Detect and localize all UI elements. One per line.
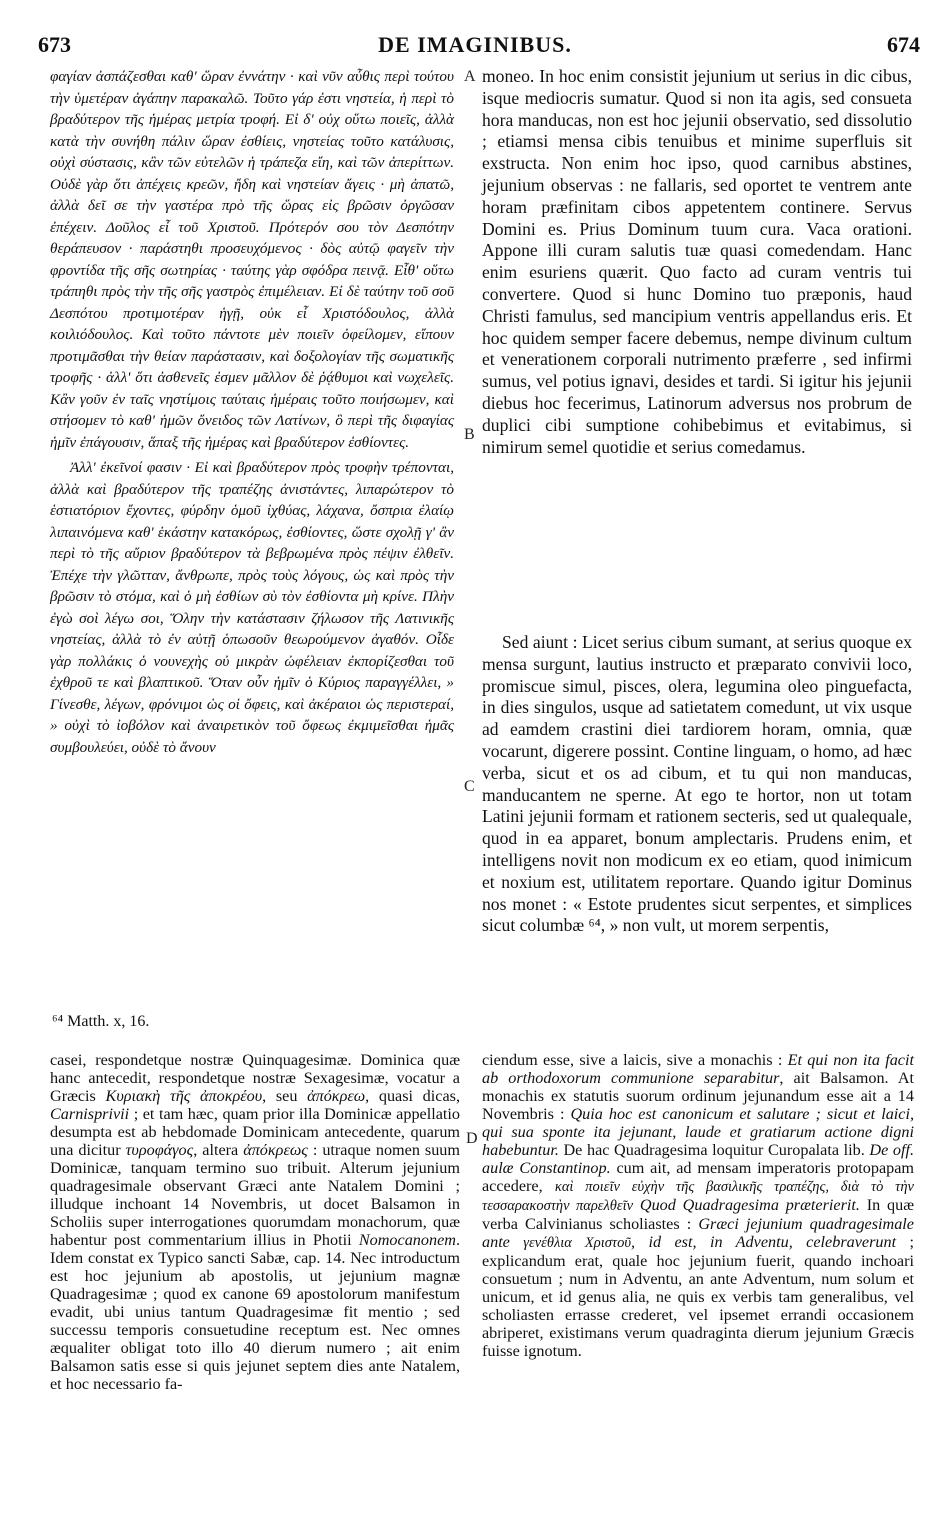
text: ; explicandum erat, quale hoc jejunium fuerit, quando inchoari consuetum ; num in Adventu, an ante Adventum, num solum et unicum, et id genus alia, ne quis ex verbis tam generalibus, vel scholiasten errasse crederet, vel ipsemet errandi occasionem abriperet, existimans verum quadraginta dierum jejunium Græcis fuisse ignotum. bbox=[482, 1233, 914, 1360]
text: , seu bbox=[262, 1087, 308, 1105]
greek-quote: καὶ ποιεῖν εὐχὴν τῆς βασιλικῆς τραπέζης, διὰ τὸ τὴν τεσσαρακοστὴν παρελθεῖν bbox=[482, 1179, 914, 1214]
notes-right-paragraph bbox=[482, 1051, 914, 1360]
greek-paragraph-1: φαγίαν ἀσπάζεσθαι καθ' ὥραν ἐννάτην · καὶ νῦν αὖθις περὶ τούτου τὴν ὑμετέραν ἀγάπην παρακαλῶ. Τοῦτο γάρ ἐστι νηστεία, ἡ περὶ τὸ βραδύτερον τῆς ἡμέρας μετρία τροφή. Εἰ δ' οὐχ οὕτω ποιεῖς, ἀλλὰ κατὰ τὴν συνήθη πάλιν ὥραν ἐσθίεις, νηστείας τοῦτο κατάλυσις, οὐχὶ σύστασις, κἂν τῶν εὐτελῶν ἡ τράπεζα εἴη, καὶ τῶν ἀπερίττων. Οὐδὲ γὰρ ὅτι ἀπέχεις κρεῶν, ἤδη καὶ νηστείαν ἄγεις · μὴ ἀπατῶ, ἀλλὰ δεῖ σε τὴν γαστέρα πρὸ τῆς ὥρας εἰς βρῶσιν ὀργῶσαν ἐπέχειν. Δοῦλος εἶ τοῦ Χριστοῦ. Πρότερόν σου τὸν Δεσπότην θεράπευσον · παράστηθι προσευχόμενος · δὸς αὐτῷ φαγεῖν τὴν φροντίδα τῆς σῆς σωτηρίας · ταύτης γὰρ σφόδρα πεινᾷ. Εἶθ' οὕτω τράπηθι πρὸς τὴν τῆς σῆς γαστρὸς ἐπιμέλειαν. Εἰ δὲ ταύτην τοῦ σοῦ Δεσπότου προτιμοτέραν ἡγῇ, οὐκ εἶ Χριστόδουλος, ἀλλὰ κοιλιόδουλος. Καὶ τοῦτο πάντοτε μὲν ποιεῖν ὀφείλομεν, εἴπουν προτιμᾶσθαι τὴν θείαν παράστασιν, καὶ δοξολογίαν τῆς σωματικῆς τροφῆς · ἀλλ' ὅτι ἀσθενεῖς ἐσμεν μᾶλλον δὲ ῥᾴθυμοι καὶ νωχελεῖς. Κἂν γοῦν ἐν ταῖς νηστίμοις ταύταις ἡμέραις τοῦτο ποιήσωμεν, καὶ στήσομεν τὸ καθ' ἡμῶν ὄνειδος τῶν Λατίνων, ὃ περὶ τῆς διφαγίας ἡμῖν ἐπάγουσιν, ἅπαξ τῆς ἡμέρας καὶ βραδύτερον ἐσθίοντες. bbox=[50, 68, 454, 451]
italic-quote: Græci jejunium quadragesimale ante bbox=[482, 1215, 914, 1251]
margin-marker-a: A bbox=[464, 68, 476, 85]
notes-left-paragraph bbox=[50, 1051, 460, 1393]
italic-quote: , id est, in Adventu, celebraverunt bbox=[631, 1233, 897, 1251]
right-page-number: 674 bbox=[887, 32, 920, 57]
greek-term: Κυριακὴ τῆς ἀποκρέου bbox=[105, 1087, 263, 1105]
italic-term: Carnisprivii bbox=[50, 1105, 130, 1123]
text: cum ait, ad mensam imperatoris protopapam accedere, bbox=[482, 1159, 915, 1195]
text: In quæ verba Calvinianus scholiastes : bbox=[482, 1196, 915, 1233]
latin-column-part-2 bbox=[482, 632, 912, 937]
notes-right-column bbox=[482, 1051, 914, 1360]
page-header bbox=[30, 32, 920, 58]
notes-left-column bbox=[50, 1051, 460, 1393]
text: De hac Quadragesima loquitur Curopalata lib. bbox=[558, 1141, 870, 1159]
italic-quote: Et qui non ita facit ab orthodoxorum communione separabitur bbox=[482, 1051, 914, 1087]
text: casei, respondetque nostræ Quinquagesimæ. Dominica quæ hanc antecedit, respondetque nostræ Sexagesimæ, vocatur a Græcis bbox=[50, 1051, 460, 1105]
running-title: DE IMAGINIBUS. bbox=[378, 32, 572, 57]
margin-marker-b: B bbox=[464, 426, 475, 443]
left-page-number: 673 bbox=[38, 32, 71, 57]
latin-paragraph-1: moneo. In hoc enim consistit jejunium ut serius in dic cibus, isque mediocris sumatur. Quod si non ita agis, sed consueta hora manducas, non est hoc jejunii observatio, sed dissolutio ; etiamsi mensa cibis tenuibus et minime superfluis sit exstructa. Non enim hoc ipso, quod carnibus abstines, jejunium observas : ne fallaris, sed oportet te ventrem ante horam præfinitam cibos appetentem continere. Servus Domini es. Prius Dominum tuum cura. Vaca orationi. Appone illi curam salutis tuæ quasi comedendam. Hanc enim esuriens quærit. Quo facto ad curam ventris tui convertere. Quod si hunc Domino tuo præponis, haud Christi famulus, sed mancipium ventris appellandus eris. Et hoc quidem semper facere debemus, nempe divinum cultum et venerationem corporali nutrimento præferre , sed infirmi sumus, vel potius ignavi, desides et tardi. Si igitur his jejunii diebus hoc fecerimus, Latinorum adversus nos probrum de duplici cibi sumptione cohibebimus et evitabimus, si nimirum semel quotidie et serius comedamus. bbox=[482, 66, 912, 457]
text: : utraque nomen suum Dominicæ, tanquam termino suo tribuit. Alterum jejunium quadragesimale observant Græci ante Natalem Domini ; illudque inchoant 14 Novembris, ut docet Balsamon in Scholiis super interrogationes quorumdam monachorum, quæ habentur post commentarium illius in Photii bbox=[50, 1141, 460, 1249]
italic-title: De off. aulæ Constantinop. bbox=[482, 1141, 914, 1177]
text: ; et tam hæc, quam prior illa Dominicæ appellatio desumpta est ab hebdomade Dominicam antecedente, quarum una dicitur bbox=[50, 1105, 460, 1159]
greek-term: ἀπόκρεω bbox=[307, 1087, 366, 1105]
text: . Idem constat ex Typico sancti Sabæ, cap. 14. Nec introductum est hoc jejunium ab apostolis, ut jejunium magnæ Quadragesimæ ; quod ex canone 69 apostolorum manifestum evadit, ubi unius tantum Quadragesimæ fit mentio ; sed successu temporis consuetudine receptum est. Nec omnes æqualiter obligat toto illo 40 dierum numero ; ait enim Balsamon satis esse si quis jejunet septem dies ante Natalem, et hoc necessario fa- bbox=[50, 1231, 460, 1393]
italic-term: Nomocanonem bbox=[358, 1231, 456, 1249]
italic-quote: Quia hoc est canonicum et salutare ; sicut et laici, qui sua sponte ita jejunant, laude et gratiarum actione digni habebuntur. bbox=[482, 1105, 915, 1159]
text: , ait Balsamon. At monachis ex statutis suorum ordinum jejunandum esse ait a 14 Novembris : bbox=[482, 1069, 915, 1123]
greek-term: τυροφάγος bbox=[125, 1141, 194, 1159]
text: , quasi dicas, bbox=[365, 1087, 460, 1105]
margin-marker-d: D bbox=[466, 1130, 478, 1147]
greek-column bbox=[50, 66, 454, 758]
margin-marker-c: C bbox=[464, 778, 475, 795]
italic-quote: Quod Quadragesima præterierit. bbox=[633, 1196, 860, 1214]
latin-paragraph-2: Sed aiunt : Licet serius cibum sumant, at serius quoque ex mensa surgunt, lautius instructo et præparato convivii loco, promiscue simul, pisces, olera, legumina oleo pinguefacta, in dies singulos, usque ad satietatem comedunt, ut vix usque ad eamdem crastini diei tardiorem horam, omnia, quæ vocarunt, digerere possint. Contine linguam, o homo, ad hæc verba, sicut et os ad cibum, et tu qui non manducas, manducantem ne sperne. At ego te hortor, non ut totam Latini jejunii formam et rationem secteris, sed ut qualequale, quod in ea apparet, bonum amplectaris. Prudens enim, et intelligens novit non modicum ex eo etiam, quod inimicum et noxium est, utilitatem reportare. Quando igitur Dominus nos monet : « Estote prudentes sicut serpentes, et simplices sicut columbæ ⁶⁴, » non vult, ut morem serpentis, bbox=[482, 632, 912, 936]
latin-column-part-1 bbox=[482, 66, 912, 458]
footnote: ⁶⁴ Matth. x, 16. bbox=[52, 1013, 150, 1030]
greek-term: γενέθλια Χριστοῦ bbox=[523, 1235, 632, 1251]
greek-term: ἀπόκρεως bbox=[243, 1141, 308, 1159]
text: ciendum esse, sive a laicis, sive a monachis : bbox=[482, 1051, 788, 1069]
text: , altera bbox=[193, 1141, 244, 1159]
greek-paragraph-2: Ἀλλ' ἐκεῖνοί φασιν · Εἰ καὶ βραδύτερον πρὸς τροφὴν τρέπονται, ἀλλὰ καὶ βραδύτερον τῆς τραπέζης ἀνιστάντες, λιπαρώτερον τὸ ἑστιατόριον ἔχοντες, φύρδην ὁμοῦ ἰχθύας, λάχανα, ὄσπρια ἐλαίῳ λιπαινόμενα καθ' ἑκάστην κατακόρως, ἐσθίοντες, ὥστε σχολῇ γ' ἂν περὶ τὸ τῆς αὔριον βραδύτερον τὰ βεβρωμένα πρὸς πέψιν ἐλθεῖν. Ἐπέχε τὴν γλῶτταν, ἄνθρωπε, πρὸς τοὺς λόγους, ὡς καὶ πρὸς τὴν βρῶσιν τὸ στόμα, καὶ ὁ μὴ ἐσθίων σὺ τὸν ἐσθίοντα μὴ κρίνε. Πλὴν ἐγὼ σοὶ λέγω σοι, Ὅλην τὴν κατάστασιν ζήλωσον τῆς Λατινικῆς νηστείας, ἀλλὰ τὸ ἐν αὐτῇ ὁπωσοῦν θεωρούμενον ἀγαθόν. Οἶδε γὰρ πολλάκις ὁ νουνεχὴς οὐ μικρὰν ὠφέλειαν ἐκπορίζεσθαι τοῦ ἐχθροῦ τε καὶ βλαπτικοῦ. Ὅταν οὖν ἡμῖν ὁ Κύριος παραγγέλλει, » Γίνεσθε, λέγων, φρόνιμοι ὡς οἱ ὄφεις, καὶ ἀκέραιοι ὡς περιστεραί, » οὐχὶ τὸ ἰοβόλον καὶ ἀναιρετικὸν τοῦ ὄφεως ἐκμιμεῖσθαι ἡμᾶς συμβουλεύει, οὐδὲ τὸ ἄνουν bbox=[50, 459, 454, 756]
